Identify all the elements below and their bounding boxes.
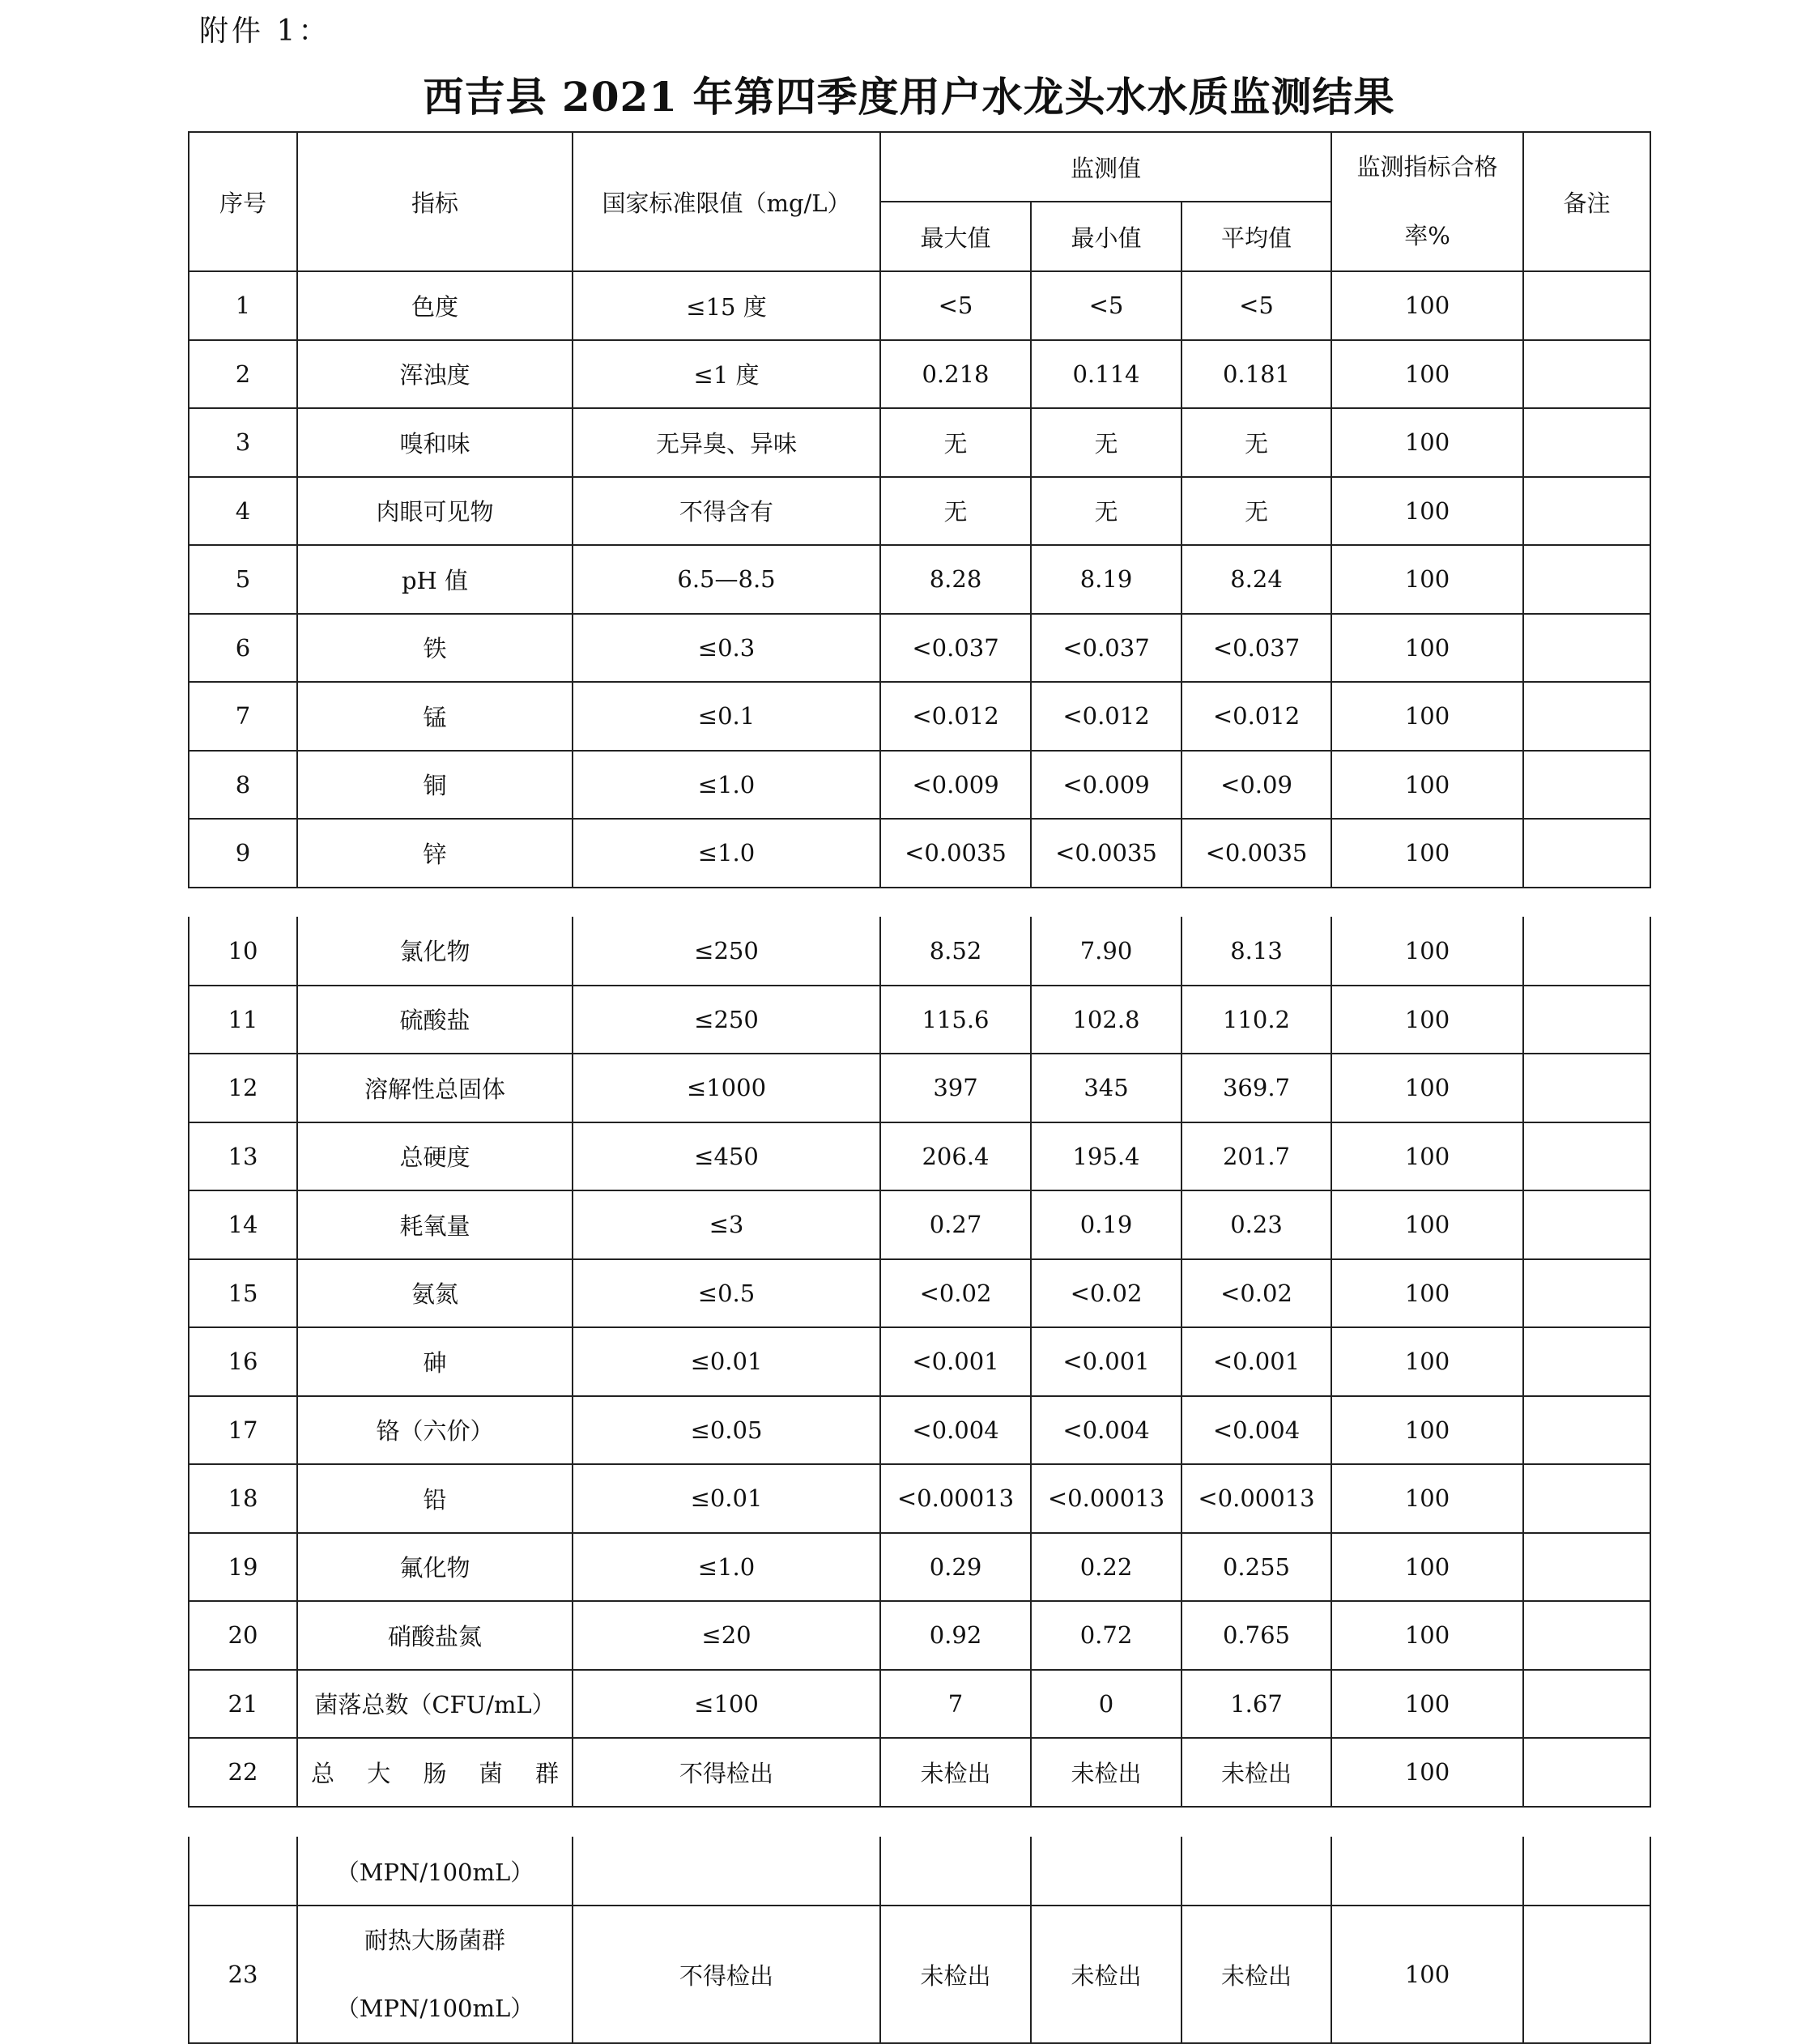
cell-max: 0.218 [880,340,1031,409]
cell-rate: 100 [1331,1054,1523,1122]
cell-rate: 100 [1331,682,1523,751]
cell-indicator: 铅 [297,1464,573,1533]
cell-min: <0.004 [1031,1396,1181,1465]
row23-standard: 不得检出 [573,1906,880,2043]
header-remark: 备注 [1523,132,1650,271]
table-row [189,340,1650,409]
cell-rate: 100 [1331,819,1523,888]
cell-seq: 9 [189,819,297,888]
cell-avg: <0.001 [1181,1327,1331,1396]
cell-indicator: pH 值 [297,545,573,614]
header-monitored: 监测值 [880,132,1331,202]
table-row [189,545,1650,614]
cell-standard: ≤450 [573,1122,880,1191]
cell-avg: 无 [1181,408,1331,477]
cell-seq: 11 [189,986,297,1054]
cell-indicator: 氟化物 [297,1533,573,1602]
cell-avg: <0.037 [1181,614,1331,683]
header-seq: 序号 [189,132,297,271]
cell-rate: 100 [1331,917,1523,986]
cell-seq: 2 [189,340,297,409]
cell-remark [1523,614,1650,683]
cell-seq: 19 [189,1533,297,1602]
cell-indicator: 嗅和味 [297,408,573,477]
results-table-part2 [188,917,1651,1808]
row22-cont-indicator: （MPN/100mL） [297,1837,573,1906]
row22-cont-remark [1523,1837,1650,1906]
cell-avg: 1.67 [1181,1670,1331,1739]
cell-max: <0.004 [880,1396,1031,1465]
attachment-label: 附件 1： [199,15,331,48]
header-max: 最大值 [880,202,1031,271]
cell-rate: 100 [1331,1122,1523,1191]
cell-avg: <0.004 [1181,1396,1331,1465]
cell-rate: 100 [1331,1533,1523,1602]
cell-indicator: 硫酸盐 [297,986,573,1054]
results-table-part1 [188,131,1651,888]
cell-remark [1523,819,1650,888]
cell-remark [1523,1190,1650,1259]
header-standard: 国家标准限值（mg/L） [573,132,880,271]
cell-indicator: 肉眼可见物 [297,477,573,546]
header-pass-rate-line2: 率% [1404,222,1450,249]
row22-cont-avg [1181,1837,1331,1906]
cell-indicator: 铬（六价） [297,1396,573,1465]
cell-indicator: 总大肠菌群 [297,1738,573,1807]
row22-cont-standard [573,1837,880,1906]
cell-min: <0.037 [1031,614,1181,683]
cell-indicator: 砷 [297,1327,573,1396]
cell-indicator: 氯化物 [297,917,573,986]
row22-cont-max [880,1837,1031,1906]
table-row [189,682,1650,751]
cell-standard: ≤0.01 [573,1327,880,1396]
cell-seq: 15 [189,1259,297,1328]
cell-seq: 14 [189,1190,297,1259]
cell-rate: 100 [1331,1259,1523,1328]
cell-indicator: 总硬度 [297,1122,573,1191]
cell-indicator: 色度 [297,271,573,340]
cell-seq: 7 [189,682,297,751]
row23-remark [1523,1906,1650,2043]
cell-avg: <0.012 [1181,682,1331,751]
cell-rate: 100 [1331,340,1523,409]
cell-avg: 110.2 [1181,986,1331,1054]
cell-seq: 22 [189,1738,297,1807]
table-row [189,917,1650,986]
cell-rate: 100 [1331,1327,1523,1396]
cell-indicator: 耗氧量 [297,1190,573,1259]
cell-indicator: 浑浊度 [297,340,573,409]
cell-min: 0.19 [1031,1190,1181,1259]
table-row [189,408,1650,477]
cell-rate: 100 [1331,477,1523,546]
document-title: 西吉县 2021 年第四季度用户水龙头水水质监测结果 [423,73,1395,121]
cell-rate: 100 [1331,1738,1523,1807]
row23-seq: 23 [189,1906,297,2043]
row23-rate: 100 [1331,1906,1523,2043]
cell-avg: 0.255 [1181,1533,1331,1602]
cell-standard: ≤1.0 [573,751,880,820]
cell-min: 0.72 [1031,1601,1181,1670]
cell-min: <5 [1031,271,1181,340]
cell-indicator: 菌落总数（CFU/mL） [297,1670,573,1739]
cell-remark [1523,340,1650,409]
cell-seq: 20 [189,1601,297,1670]
table-row [189,1327,1650,1396]
cell-standard: ≤1000 [573,1054,880,1122]
table-row [189,1670,1650,1739]
cell-standard: 6.5—8.5 [573,545,880,614]
cell-seq: 17 [189,1396,297,1465]
cell-indicator: 锌 [297,819,573,888]
cell-max: 未检出 [880,1738,1031,1807]
cell-max: 8.52 [880,917,1031,986]
cell-avg: <5 [1181,271,1331,340]
table-row [189,1054,1650,1122]
cell-rate: 100 [1331,1190,1523,1259]
table-row [189,819,1650,888]
cell-rate: 100 [1331,545,1523,614]
table-row [189,751,1650,820]
table-row [189,614,1650,683]
row23-indicator [297,1906,573,2043]
cell-standard: ≤250 [573,917,880,986]
cell-avg: 201.7 [1181,1122,1331,1191]
cell-min: <0.0035 [1031,819,1181,888]
cell-avg: 0.765 [1181,1601,1331,1670]
cell-min: 8.19 [1031,545,1181,614]
cell-indicator: 氨氮 [297,1259,573,1328]
cell-standard: ≤1.0 [573,819,880,888]
cell-avg: <0.0035 [1181,819,1331,888]
results-table-part3 [188,1837,1651,2044]
cell-avg: 8.13 [1181,917,1331,986]
cell-rate: 100 [1331,1464,1523,1533]
cell-max: <0.037 [880,614,1031,683]
row23-min: 未检出 [1031,1906,1181,2043]
cell-remark [1523,477,1650,546]
cell-standard: ≤1.0 [573,1533,880,1602]
cell-standard: ≤1 度 [573,340,880,409]
table-row [189,1738,1650,1807]
cell-min: <0.012 [1031,682,1181,751]
cell-standard: ≤0.3 [573,614,880,683]
cell-seq: 18 [189,1464,297,1533]
cell-remark [1523,1601,1650,1670]
cell-avg: 0.23 [1181,1190,1331,1259]
cell-standard: 不得含有 [573,477,880,546]
cell-max: <0.0035 [880,819,1031,888]
cell-rate: 100 [1331,408,1523,477]
cell-remark [1523,751,1650,820]
cell-standard: ≤15 度 [573,271,880,340]
cell-remark [1523,1670,1650,1739]
cell-max: 115.6 [880,986,1031,1054]
table-row [189,1601,1650,1670]
cell-seq: 1 [189,271,297,340]
header-indicator: 指标 [297,132,573,271]
cell-min: 无 [1031,477,1181,546]
cell-min: 无 [1031,408,1181,477]
header-min: 最小值 [1031,202,1181,271]
cell-min: <0.009 [1031,751,1181,820]
cell-rate: 100 [1331,271,1523,340]
cell-max: <5 [880,271,1031,340]
cell-seq: 21 [189,1670,297,1739]
cell-standard: ≤250 [573,986,880,1054]
cell-avg: <0.00013 [1181,1464,1331,1533]
cell-seq: 4 [189,477,297,546]
cell-min: 7.90 [1031,917,1181,986]
cell-indicator: 铁 [297,614,573,683]
header-avg: 平均值 [1181,202,1331,271]
cell-standard: ≤0.05 [573,1396,880,1465]
cell-max: 0.27 [880,1190,1031,1259]
cell-max: 206.4 [880,1122,1031,1191]
cell-remark [1523,1054,1650,1122]
cell-max: 397 [880,1054,1031,1122]
cell-seq: 16 [189,1327,297,1396]
cell-min: 345 [1031,1054,1181,1122]
cell-indicator: 硝酸盐氮 [297,1601,573,1670]
cell-max: 7 [880,1670,1031,1739]
cell-standard: ≤100 [573,1670,880,1739]
header-pass-rate [1331,132,1523,271]
cell-remark [1523,1533,1650,1602]
cell-remark [1523,917,1650,986]
cell-rate: 100 [1331,614,1523,683]
row23-avg: 未检出 [1181,1906,1331,2043]
table-row [189,1464,1650,1533]
cell-max: <0.00013 [880,1464,1031,1533]
cell-avg: 0.181 [1181,340,1331,409]
cell-rate: 100 [1331,1601,1523,1670]
cell-remark [1523,682,1650,751]
row23-indicator-line1: 耐热大肠菌群 [364,1927,505,1954]
cell-min: 0.22 [1031,1533,1181,1602]
cell-seq: 8 [189,751,297,820]
cell-avg: 8.24 [1181,545,1331,614]
cell-seq: 10 [189,917,297,986]
cell-min: <0.00013 [1031,1464,1181,1533]
cell-standard: ≤0.5 [573,1259,880,1328]
cell-remark [1523,1396,1650,1465]
cell-remark [1523,545,1650,614]
cell-remark [1523,1122,1650,1191]
cell-avg: 未检出 [1181,1738,1331,1807]
cell-remark [1523,408,1650,477]
cell-seq: 5 [189,545,297,614]
cell-min: 未检出 [1031,1738,1181,1807]
cell-rate: 100 [1331,986,1523,1054]
row23-indicator-line2: （MPN/100mL） [335,1995,534,2022]
cell-min: <0.02 [1031,1259,1181,1328]
row23-max: 未检出 [880,1906,1031,2043]
cell-indicator: 锰 [297,682,573,751]
cell-seq: 6 [189,614,297,683]
cell-max: <0.001 [880,1327,1031,1396]
table-row [189,477,1650,546]
cell-min: 195.4 [1031,1122,1181,1191]
cell-max: <0.012 [880,682,1031,751]
cell-avg: <0.09 [1181,751,1331,820]
cell-standard: 无异臭、异味 [573,408,880,477]
cell-seq: 12 [189,1054,297,1122]
cell-standard: ≤0.01 [573,1464,880,1533]
cell-remark [1523,1464,1650,1533]
cell-min: 0 [1031,1670,1181,1739]
cell-remark [1523,1738,1650,1807]
cell-max: 无 [880,477,1031,546]
cell-avg: 369.7 [1181,1054,1331,1122]
cell-remark [1523,271,1650,340]
cell-standard: ≤0.1 [573,682,880,751]
table-row [189,1396,1650,1465]
cell-max: 0.29 [880,1533,1031,1602]
cell-max: <0.02 [880,1259,1031,1328]
row22-cont-min [1031,1837,1181,1906]
row22-cont-seq [189,1837,297,1906]
cell-seq: 3 [189,408,297,477]
cell-standard: ≤20 [573,1601,880,1670]
cell-remark [1523,1327,1650,1396]
cell-max: 0.92 [880,1601,1031,1670]
cell-avg: 无 [1181,477,1331,546]
cell-min: <0.001 [1031,1327,1181,1396]
cell-standard: ≤3 [573,1190,880,1259]
cell-indicator: 溶解性总固体 [297,1054,573,1122]
cell-rate: 100 [1331,1670,1523,1739]
cell-max: <0.009 [880,751,1031,820]
row22-cont-rate [1331,1837,1523,1906]
header-pass-rate-line1: 监测指标合格 [1356,153,1498,181]
cell-rate: 100 [1331,1396,1523,1465]
cell-indicator: 铜 [297,751,573,820]
cell-min: 0.114 [1031,340,1181,409]
cell-seq: 13 [189,1122,297,1191]
table-row [189,1122,1650,1191]
table-row [189,1533,1650,1602]
table-row [189,271,1650,340]
cell-min: 102.8 [1031,986,1181,1054]
cell-rate: 100 [1331,751,1523,820]
cell-standard: 不得检出 [573,1738,880,1807]
cell-avg: <0.02 [1181,1259,1331,1328]
table-row [189,1259,1650,1328]
cell-max: 8.28 [880,545,1031,614]
cell-max: 无 [880,408,1031,477]
cell-remark [1523,1259,1650,1328]
table-row [189,986,1650,1054]
cell-remark [1523,986,1650,1054]
table-row [189,1190,1650,1259]
